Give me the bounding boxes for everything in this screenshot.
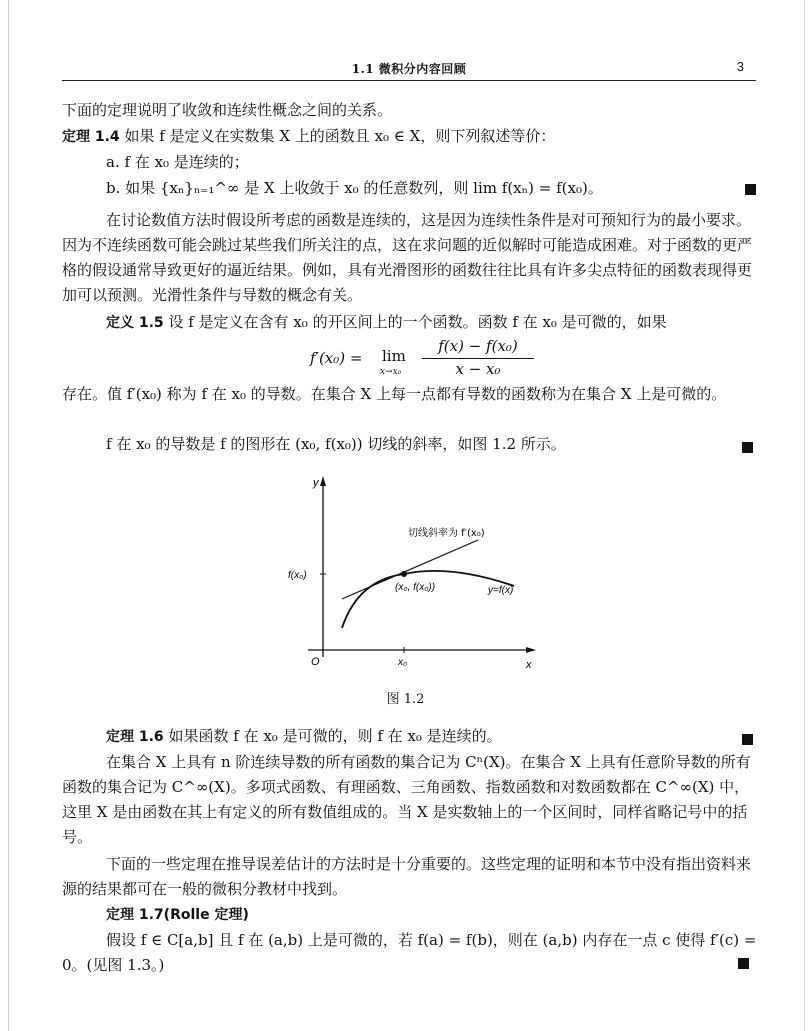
- end-of-theorem-mark: [738, 958, 749, 969]
- tangent-slope-label: 切线斜率为 f′(x₀): [408, 528, 485, 539]
- definition-text: 设 f 是定义在含有 x₀ 的开区间上的一个函数。函数 f 在 x₀ 是可微的，如果: [168, 313, 667, 331]
- fraction-bar: [422, 358, 534, 359]
- theorem-1-7-label: [62, 902, 762, 928]
- derivative-note: f 在 x₀ 的导数是 f 的图形在 (x₀, f(x₀)) 切线的斜率，如图 1.2 所示。: [106, 435, 566, 453]
- y-tick-label: f(x₀): [288, 570, 307, 581]
- smoothness-classes-paragraph: 在集合 X 上具有 n 阶连续导数的所有函数的集合记为 Cⁿ(X)。在集合 X 上具有任意阶导数的所有函数的集合记为 C^∞(X)。多项式函数、有理函数、三角函数、指数函数和对数函数都在 C^∞(X) 中，这里 X 是由函数在其上有定义的所有数值组成的。当 X 是实数轴上的一个区间时，同样省略记号中的括号。: [62, 753, 751, 846]
- definition-1-5: [62, 310, 762, 336]
- theorem-1-4-item-a: a. f 在 x₀ 是连续的；: [106, 153, 249, 171]
- running-header: [62, 58, 756, 81]
- definition-label: 定义 1.5: [106, 315, 164, 331]
- error-estimate-paragraph: 下面的一些定理在推导误差估计的方法时是十分重要的。这些定理的证明和本节中没有指出资料来源的结果都可在一般的微积分教材中找到。: [62, 855, 752, 898]
- theorem-1-6: [62, 724, 762, 750]
- y-axis-arrow: [320, 476, 326, 486]
- definition-continuation: 存在。值 f′(x₀) 称为 f 在 x₀ 的导数。在集合 X 上每一点都有导数的函数称为在集合 X 上是可微的。: [62, 385, 727, 403]
- theorem-1-4: [62, 124, 762, 150]
- theorem-label: 定理 1.4: [62, 129, 120, 145]
- function-curve: [342, 571, 514, 628]
- theorem-text: 如果 f 是定义在实数集 X 上的函数且 x₀ ∈ X，则下列叙述等价：: [124, 127, 556, 145]
- page-edge-right: [804, 0, 805, 1031]
- y-axis-label: y: [313, 477, 319, 489]
- theorem-text: 如果函数 f 在 x₀ 是可微的，则 f 在 x₀ 是连续的。: [168, 727, 502, 745]
- curve-label: y=f(x): [488, 585, 514, 596]
- section-title: 1.1 微积分内容回顾: [351, 62, 467, 76]
- end-of-definition-mark: [742, 442, 753, 453]
- x-axis-label: x: [526, 659, 532, 671]
- equation-lhs: f′(x₀) =: [310, 349, 363, 367]
- page-edge-left: [8, 0, 9, 1031]
- theorem-label: 定理 1.7(Rolle 定理): [106, 907, 249, 923]
- limit-operator: lim: [382, 347, 406, 365]
- theorem-1-4-item-b: b. 如果 {xₙ}ₙ₌₁^∞ 是 X 上收敛于 x₀ 的任意数列，则 lim f(xₙ) = f(x₀)。: [106, 179, 603, 197]
- intro-paragraph: 下面的定理说明了收敛和连续性概念之间的关系。: [62, 101, 393, 119]
- fraction-denominator: x − x₀: [455, 360, 501, 378]
- derivative-equation: [310, 337, 540, 377]
- point-label: (x₀, f(x₀)): [395, 582, 436, 593]
- end-of-proof-mark: [745, 184, 756, 195]
- origin-label: O: [311, 656, 320, 668]
- end-of-theorem-mark: [742, 734, 753, 745]
- figure-caption: 图 1.2: [386, 692, 425, 707]
- theorem-label: 定理 1.6: [106, 729, 164, 745]
- continuity-paragraph: 在讨论数值方法时假设所考虑的函数是连续的，这是因为连续性条件是对可预知行为的最小要求。因为不连续函数可能会跳过某些我们所关注的点，这在求问题的近似解时可能造成困难。对于函数的更严格的假设通常导致更好的逼近结果。例如，具有光滑图形的函数往往比具有许多尖点特征的函数表现得更加可以预测。光滑性条件与导数的概念有关。: [62, 211, 753, 304]
- theorem-1-7-text: 假设 f ∈ C[a,b] 且 f 在 (a,b) 上是可微的，若 f(a) = f(b)，则在 (a,b) 内存在一点 c 使得 f′(c) = 0。(见图 1.3。): [62, 931, 757, 974]
- figure-1-2: [280, 472, 550, 672]
- tangent-point: [401, 571, 407, 577]
- x-tick-label: x₀: [398, 657, 408, 668]
- page-number: 3: [736, 59, 744, 74]
- x-axis-arrow: [526, 647, 536, 653]
- limit-subscript: x→x₀: [380, 367, 402, 377]
- fraction-numerator: f(x) − f(x₀): [438, 337, 518, 355]
